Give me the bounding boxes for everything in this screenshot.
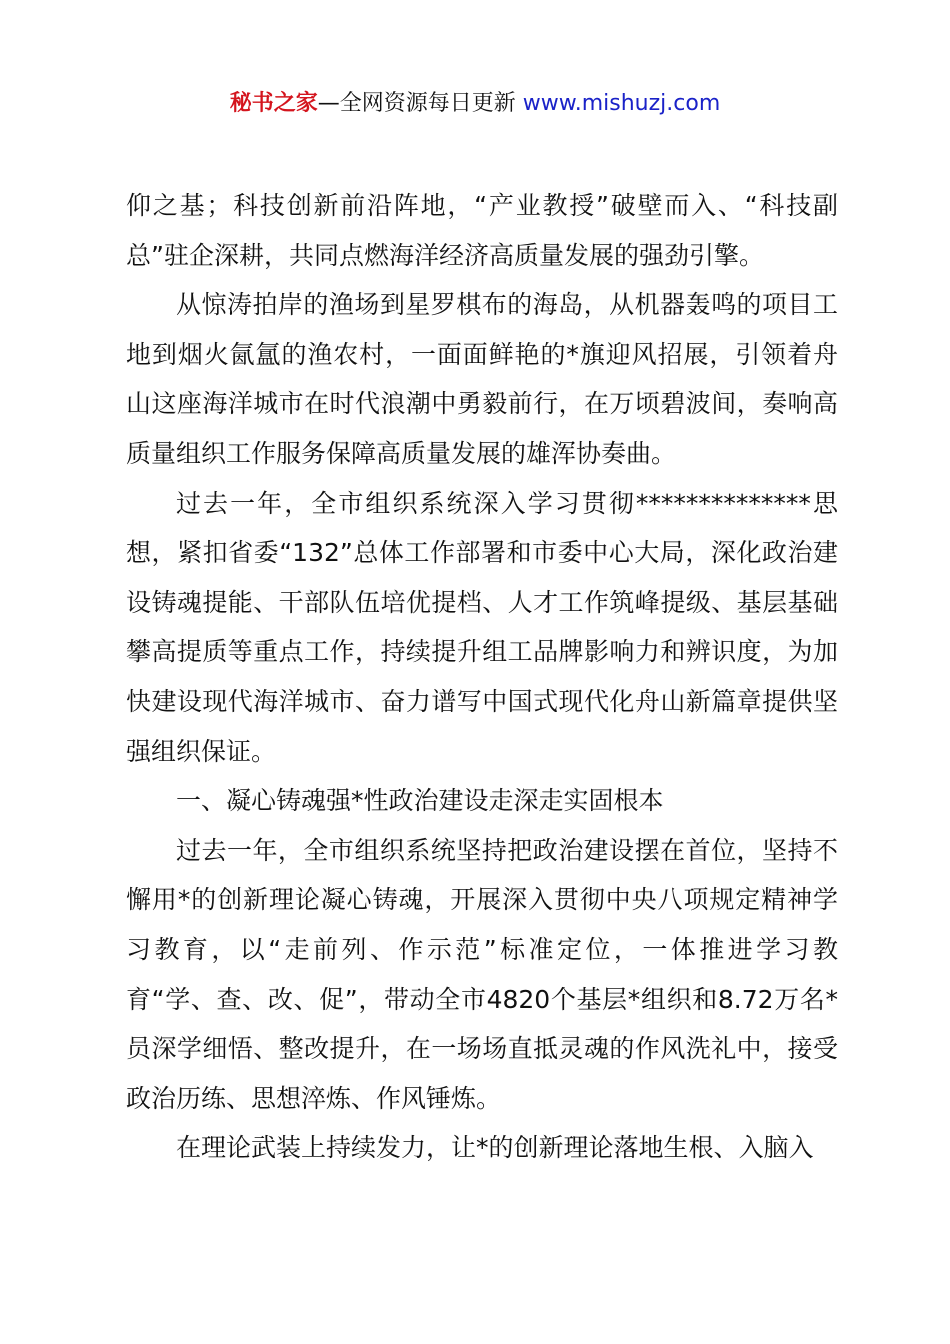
section-heading: 一、凝心铸魂强*性政治建设走深走实固根本 xyxy=(176,786,664,816)
header-tagline: —全网资源每日更新 xyxy=(317,91,516,116)
paragraph: 在理论武装上持续发力，让*的创新理论落地生根、入脑入 xyxy=(176,1133,814,1163)
brand-name: 秘书之家 xyxy=(229,91,318,116)
paragraph: 过去一年，全市组织系统深入学习贯彻**************思想，紧扣省委“132”总体工作部署和市委中心大局，深化政治建设铸魂提能、干部队伍培优提档、人才工作筑峰提级、基层基础攀高提质等重点工作，持续提升组工品牌影响力和辨识度，为加快建设现代海洋城市、奋力谱写中国式现代化舟山新篇章提供坚强组织保证。 xyxy=(126,488,838,766)
paragraph: 过去一年，全市组织系统坚持把政治建设摆在首位，坚持不懈用*的创新理论凝心铸魂，开展深入贯彻中央八项规定精神学习教育，以“走前列、作示范”标准定位，一体推进学习教育“学、查、改、促”，带动全市4820个基层*组织和8.72万名*员深学细悟、整改提升，在一场场直抵灵魂的作风洗礼中，接受政治历练、思想淬炼、作风锤炼。 xyxy=(126,835,838,1113)
document-body xyxy=(126,181,838,1173)
paragraph: 从惊涛拍岸的渔场到星罗棋布的海岛，从机器轰鸣的项目工地到烟火氤氲的渔农村，一面面鲜艳的*旗迎风招展，引领着舟山这座海洋城市在时代浪潮中勇毅前行，在万顷碧波间，奏响高质量组织工作服务保障高质量发展的雄浑协奏曲。 xyxy=(126,290,838,468)
paragraph-continuation: 仰之基；科技创新前沿阵地，“产业教授”破壁而入、“科技副总”驻企深耕，共同点燃海洋经济高质量发展的强劲引擎。 xyxy=(126,191,838,270)
website-link[interactable]: www.mishuzj.com xyxy=(522,91,721,116)
page-header xyxy=(0,88,950,120)
